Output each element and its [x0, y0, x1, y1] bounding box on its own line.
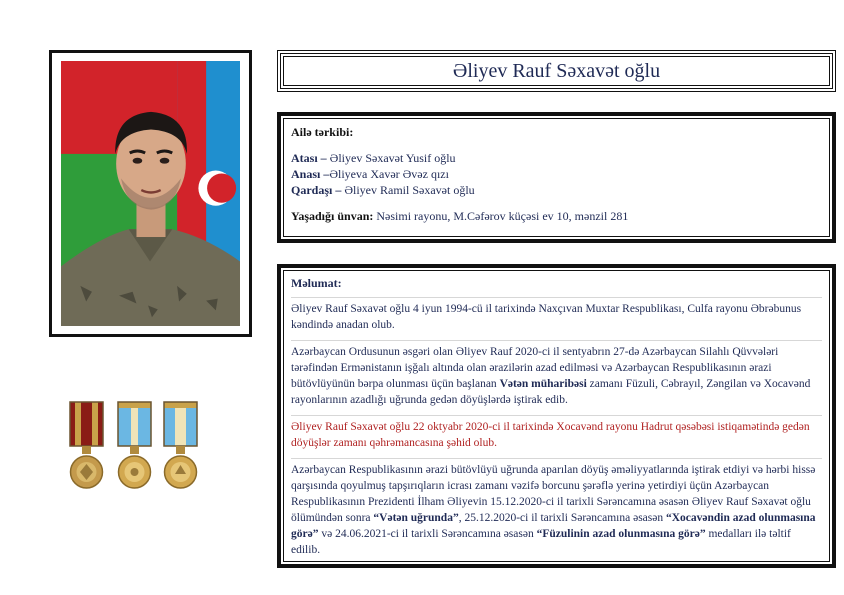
awards-paragraph: Azərbaycan Respublikasının ərazi bütövlüyü uğrunda aparılan döyüş əməliyyatlarında iştirak etdiyi və hərbi hissə qarşısında qoyulmuş tapşırıqların icrası zamanı vəzifə borcunu şərəflə yerinə yetirdiyi üçün Azərbaycan Respublikasının Prezidenti İlham Əliyevin 15.12.2020-ci il tarixli Sərəncamına əsasən Əliyev Rauf Səxavət oğlu ölümündən sonra “Vətən uğrunda”, 25.12.2020-ci il tarixli Sərəncamına əsasən “Xocavəndin azad olunmasına görə” və 24.06.2021-ci il tarixli Sərəncamına əsasən “Füzulinin azad olunmasına görə” medalları ilə təltif edilib.: [291, 458, 822, 558]
family-box: [277, 112, 836, 243]
portrait-frame: [49, 50, 252, 337]
medal-2-icon: [116, 400, 153, 492]
medal-3-icon: [162, 400, 199, 492]
mother-line: Anası –Əliyeva Xavər Əvəz qızı: [291, 167, 449, 181]
martyr-paragraph: Əliyev Rauf Səxavət oğlu 22 oktyabr 2020-ci il tarixində Xocavənd rayonu Hadrut qəsəbəsi istiqamətində gedən döyüşlər zamanı qəhrəmancasına şəhid olub.: [291, 415, 822, 451]
medal-1-icon: [68, 400, 105, 492]
info-box: [277, 264, 836, 568]
soldier-portrait-icon: [61, 61, 240, 326]
name-title-box: [277, 50, 836, 92]
family-heading: Ailə tərkibi:: [291, 125, 354, 139]
service-paragraph: Azərbaycan Ordusunun əsgəri olan Əliyev Rauf 2020-ci il sentyabrın 27-də Azərbaycan Silahlı Qüvvələri tərəfindən Ermənistanın işğalı altında olan ərazilərin azad edilməsi və Azərbaycan Respublikasının ərazi bütövlüyünün bərpa olunması üçün başlanan Vətən müharibəsi zamanı Füzuli, Cəbrayıl, Zəngilan və Xocavənd rayonlarının azadlığı uğrunda gedən döyüşlərdə iştirak edib.: [291, 340, 822, 408]
brother-line: Qardaşı – Əliyev Ramil Səxavət oğlu: [291, 183, 475, 197]
address-line: Yaşadığı ünvan: Nəsimi rayonu, M.Cəfərov küçəsi ev 10, mənzil 281: [291, 209, 629, 223]
father-line: Atası – Əliyev Səxavət Yusif oğlu: [291, 151, 456, 165]
medals-group: [68, 400, 203, 492]
portrait-photo: [61, 61, 240, 326]
page-title: Əliyev Rauf Səxavət oğlu: [452, 59, 661, 82]
birth-paragraph: Əliyev Rauf Səxavət oğlu 4 iyun 1994-cü il tarixində Naxçıvan Muxtar Respublikası, Culfa rayonu Əbrəbunus kəndində anadan olub.: [291, 297, 822, 333]
info-heading: Məlumat:: [291, 276, 342, 290]
